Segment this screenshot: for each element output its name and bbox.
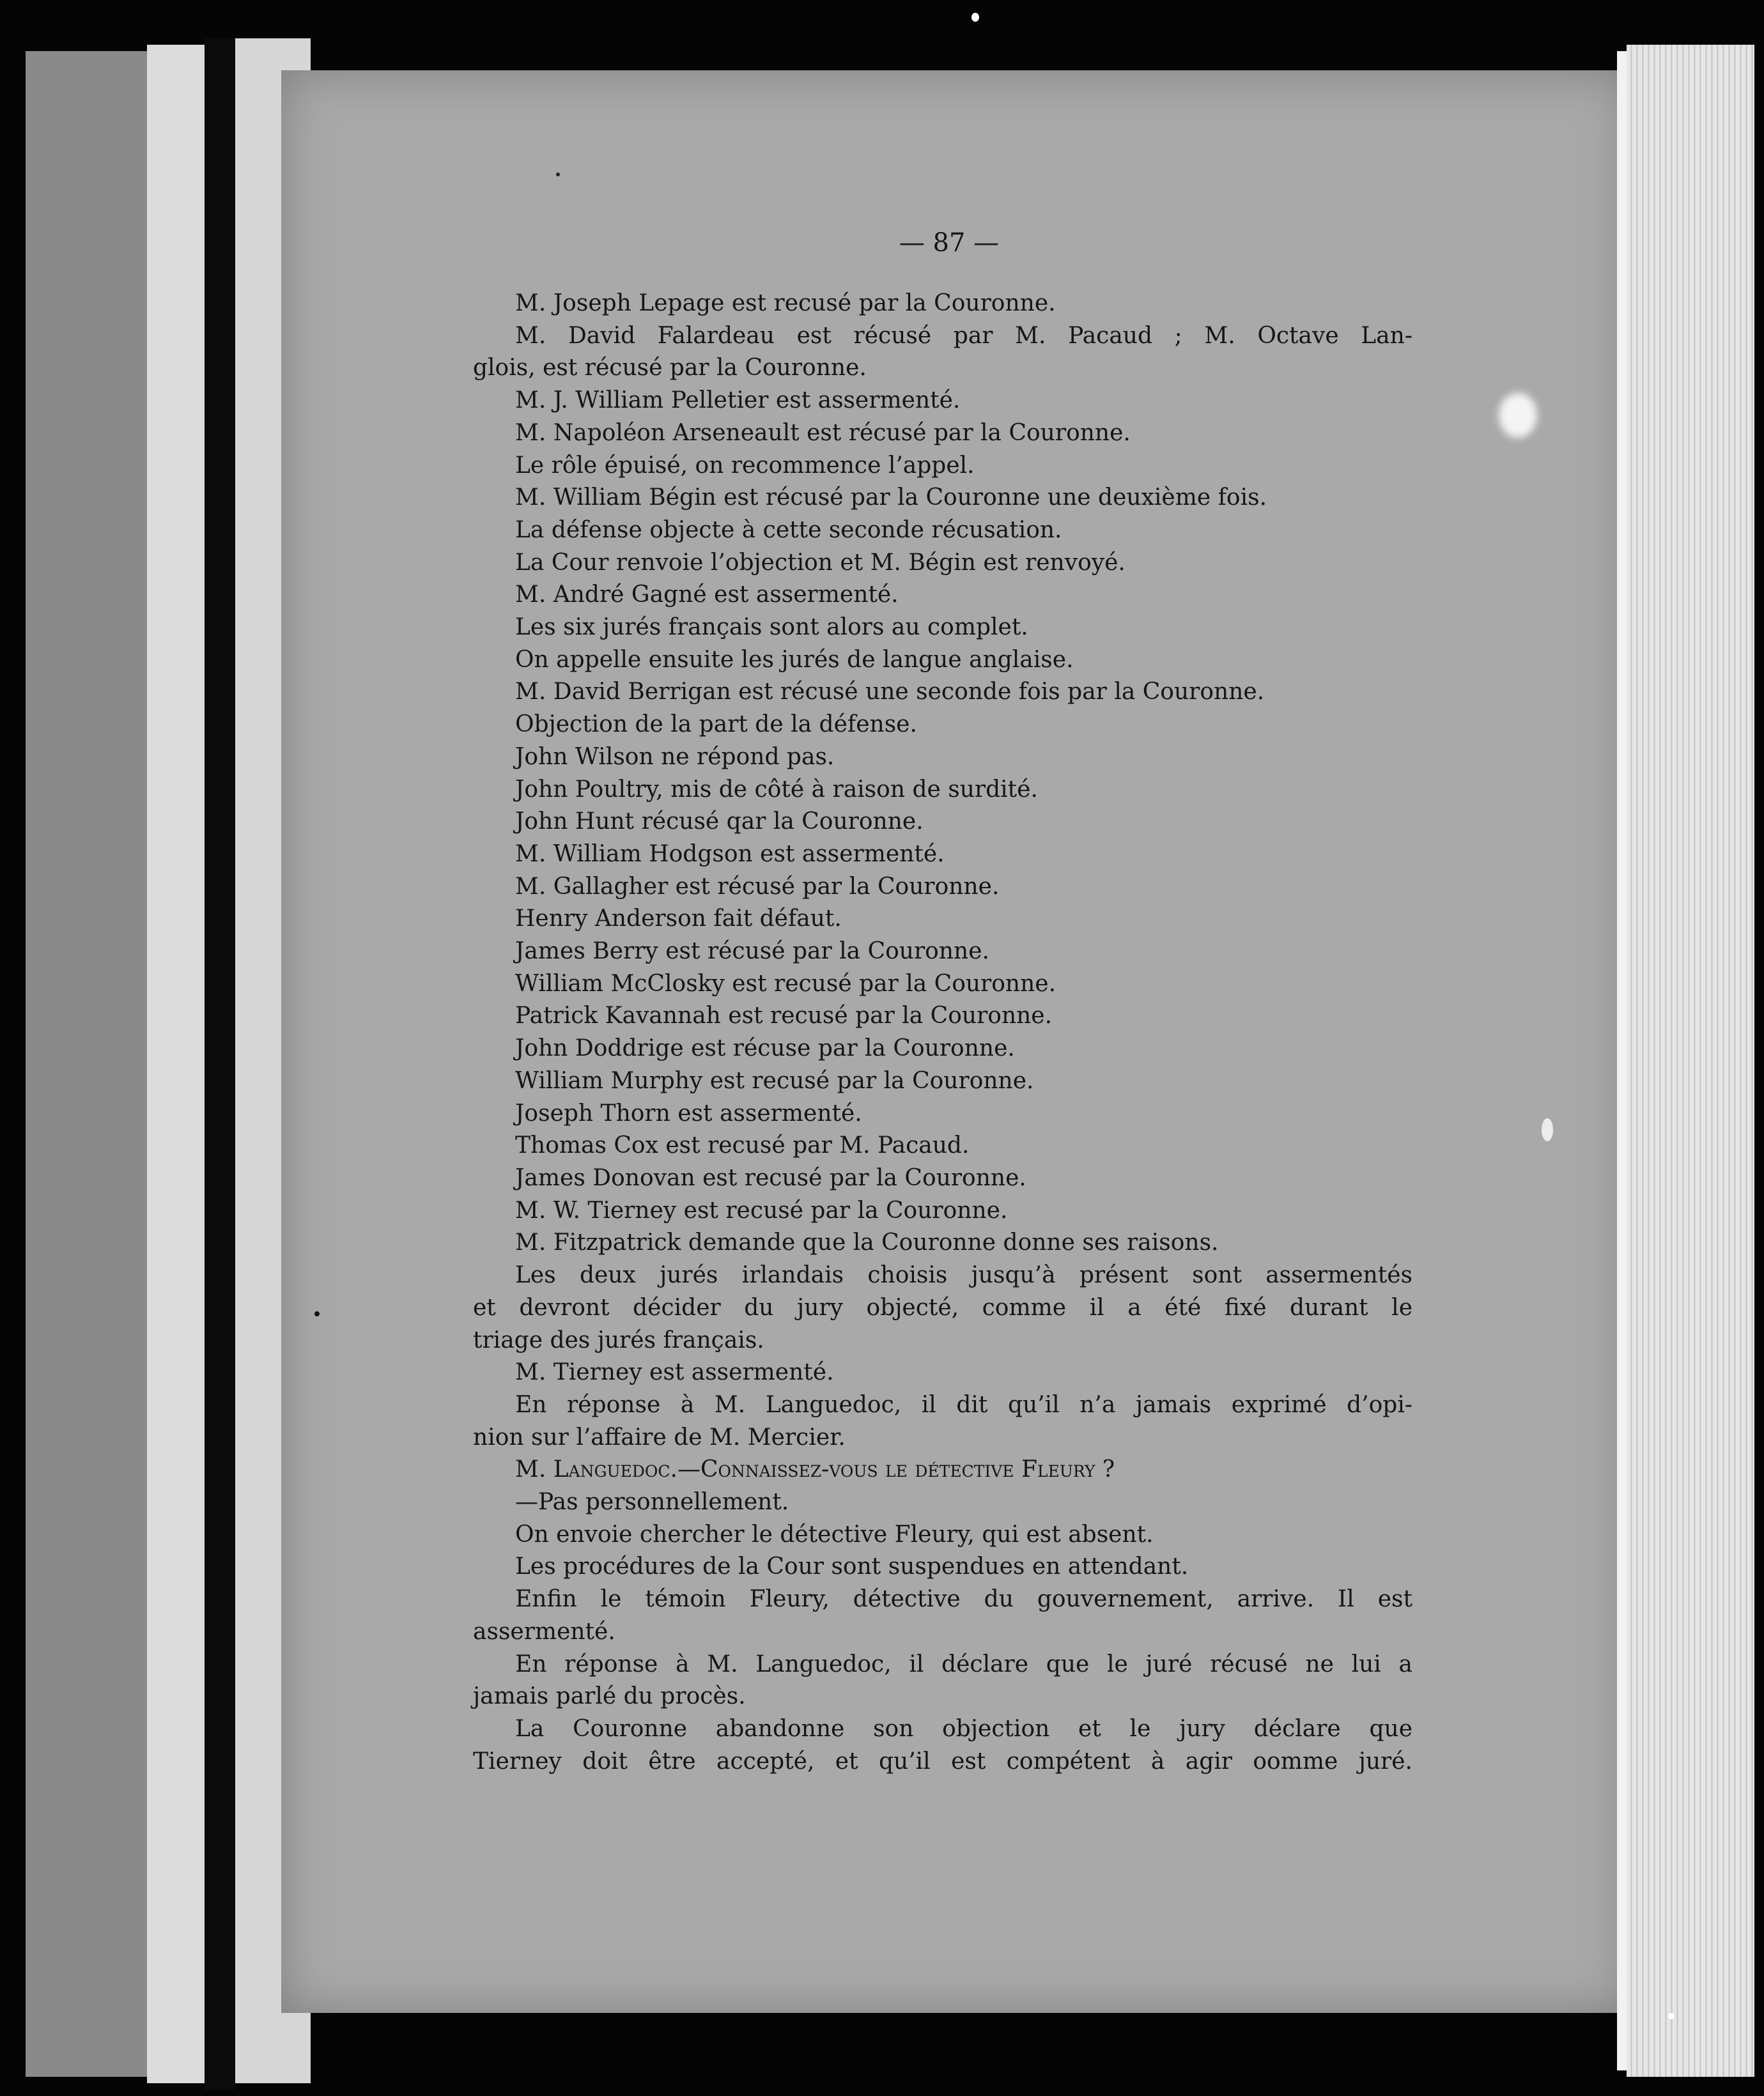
text-line: jamais parlé du procès. <box>473 1683 746 1710</box>
scan-speck <box>1668 2013 1675 2019</box>
text-line: William McClosky est recusé par la Couronne. <box>515 970 1056 997</box>
scan-speck <box>1542 1118 1553 1141</box>
text-line: M. André Gagné est assermenté. <box>515 582 899 608</box>
text-line: M. Languedoc.—Connaissez-vous le détective Fleury ? <box>515 1456 1115 1483</box>
text-line: En réponse à M. Languedoc, il dit qu’il n’a jamais exprimé d’opi- <box>515 1391 1412 1418</box>
text-line: John Wilson ne répond pas. <box>515 743 835 770</box>
text-line: James Donovan est recusé par la Couronne. <box>515 1164 1026 1191</box>
text-line: M. Fitzpatrick demande que la Couronne donne ses raisons. <box>515 1229 1219 1256</box>
page-number: — 87 — <box>899 228 1000 258</box>
scan-speck <box>971 13 979 22</box>
text-line: John Poultry, mis de côté à raison de surdité. <box>515 776 1038 803</box>
previous-page-edge <box>26 51 147 2077</box>
book-page-edges <box>1627 45 1754 2077</box>
text-line: M. Napoléon Arseneault est récusé par la Couronne. <box>515 419 1131 446</box>
text-line: Enfin le témoin Fleury, détective du gouvernement, arrive. Il est <box>515 1586 1412 1613</box>
text-line: Tierney doit être accepté, et qu’il est compétent à agir oomme juré. <box>473 1748 1412 1775</box>
scan-speck <box>1499 393 1537 438</box>
text-line: En réponse à M. Languedoc, il déclare que le juré récusé ne lui a <box>515 1651 1412 1677</box>
text-line: M. W. Tierney est recusé par la Couronne. <box>515 1197 1008 1224</box>
text-line: nion sur l’affaire de M. Mercier. <box>473 1424 846 1451</box>
text-line: M. William Hodgson est assermenté. <box>515 840 945 867</box>
text-line: —Pas personnellement. <box>515 1489 789 1516</box>
text-line: William Murphy est recusé par la Couronne. <box>515 1067 1034 1094</box>
text-line: John Doddrige est récuse par la Couronne. <box>515 1035 1015 1062</box>
scan-speck <box>556 173 560 176</box>
text-line: La défense objecte à cette seconde récusation. <box>515 516 1062 543</box>
text-line: James Berry est récusé par la Couronne. <box>515 938 989 965</box>
text-line: Les six jurés français sont alors au complet. <box>515 614 1028 641</box>
text-line: M. David Berrigan est récusé une seconde fois par la Couronne. <box>515 679 1265 705</box>
text-line: Henry Anderson fait défaut. <box>515 905 842 932</box>
page-text-block <box>473 224 1412 1778</box>
scan-speck <box>314 1311 320 1316</box>
text-line: M. William Bégin est récusé par la Couronne une deuxième fois. <box>515 484 1267 511</box>
text-line: On envoie chercher le détective Fleury, qui est absent. <box>515 1521 1154 1548</box>
text-line: Le rôle épuisé, on recommence l’appel. <box>515 452 975 479</box>
text-line: La Couronne abandonne son objection et le jury déclare que <box>515 1715 1412 1742</box>
text-line: Objection de la part de la défense. <box>515 711 917 738</box>
text-line: La Cour renvoie l’objection et M. Bégin est renvoyé. <box>515 549 1126 576</box>
text-line: M. Joseph Lepage est recusé par la Couronne. <box>515 290 1056 316</box>
text-line: et devront décider du jury objecté, comme il a été fixé durant le <box>473 1294 1412 1321</box>
text-line: M. Tierney est assermenté. <box>515 1359 834 1386</box>
text-line: Les deux jurés irlandais choisis jusqu’à présent sont assermentés <box>515 1262 1412 1289</box>
book-gutter <box>205 38 235 2090</box>
text-line: assermenté. <box>473 1618 615 1645</box>
text-line: M. David Falardeau est récusé par M. Pacaud ; M. Octave Lan- <box>515 322 1412 349</box>
text-line: M. Gallagher est récusé par la Couronne. <box>515 873 1000 900</box>
text-line: Patrick Kavannah est recusé par la Couronne. <box>515 1003 1053 1029</box>
text-line: Thomas Cox est recusé par M. Pacaud. <box>515 1132 970 1159</box>
text-line: On appelle ensuite les jurés de langue anglaise. <box>515 646 1074 673</box>
text-line: Les procédures de la Cour sont suspendues en attendant. <box>515 1553 1189 1580</box>
text-line: Joseph Thorn est assermenté. <box>515 1100 862 1127</box>
margin-strip <box>147 45 205 2083</box>
text-line: triage des jurés français. <box>473 1327 764 1353</box>
text-line: M. J. William Pelletier est assermenté. <box>515 387 961 414</box>
text-line: John Hunt récusé qar la Couronne. <box>515 808 924 835</box>
text-line: glois, est récusé par la Couronne. <box>473 355 867 381</box>
